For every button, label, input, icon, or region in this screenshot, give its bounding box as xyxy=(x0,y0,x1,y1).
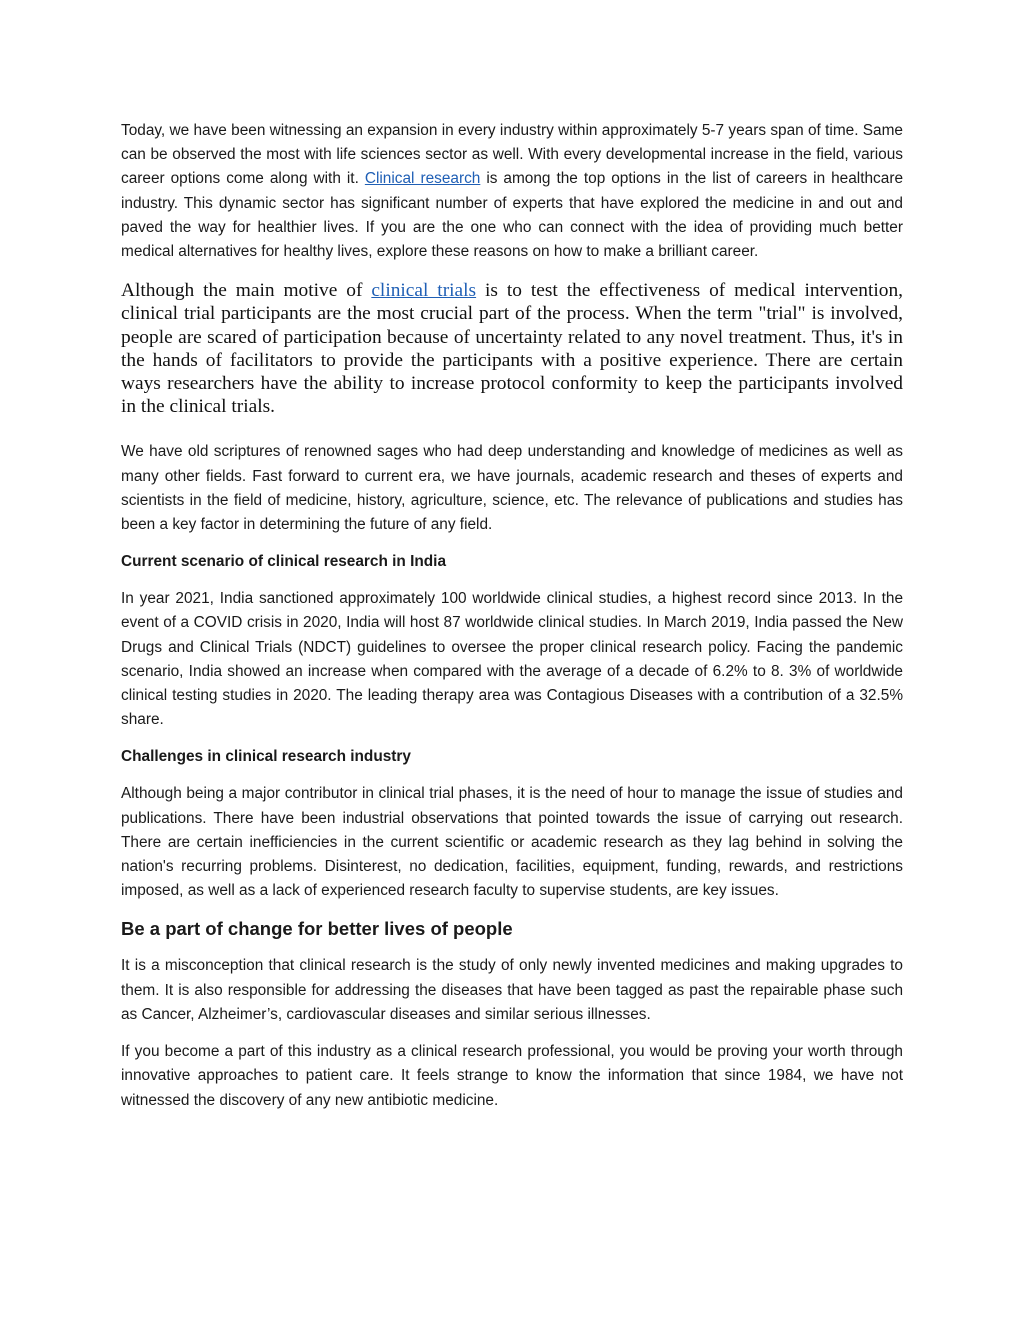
change-heading: Be a part of change for better lives of people xyxy=(121,918,513,940)
intro-text-after-link: is among the top options in the list of careers in healthcare industry. This dynamic sector has significant number of experts that have explored the medicine in and out and paved the way for healthier lives. If you are the one who can connect with the idea of providing much better medical alternatives for healthy lives, explore these reasons on how to make a brilliant career. xyxy=(121,170,903,261)
clinical-research-link[interactable]: Clinical research xyxy=(364,170,481,188)
india-scenario-paragraph: In year 2021, India sanctioned approximately 100 worldwide clinical studies, a highest record since 2013. In the event of a COVID crisis in 2020, India will host 87 worldwide clinical studies. In March 2019, India passed the New Drugs and Clinical Trials (NDCT) guidelines to oversee the proper clinical research policy. Facing the pandemic scenario, India showed an increase when compared with the average of a decade of 6.2% to 8. 3% of worldwide clinical testing studies in 2020. The leading therapy area was Contagious Diseases with a contribution of a 32.5% share. xyxy=(121,590,903,729)
challenges-heading: Challenges in clinical research industry xyxy=(121,748,411,766)
intro-paragraph xyxy=(121,119,903,264)
intro-text-before-link: Today, we have been witnessing an expansion in every industry within approximately 5-7 years span of time. Same can be observed the most with life sciences sector as well. With every developmental increase in the field, various career options come along with it. xyxy=(121,122,903,188)
professional-paragraph: If you become a part of this industry as a clinical research professional, you would be proving your worth through innovative approaches to patient care. It feels strange to know the information that since 1984, we have not witnessed the discovery of any new antibiotic medicine. xyxy=(121,1043,903,1109)
document-page xyxy=(121,119,903,1126)
trials-text-after-link: is to test the effectiveness of medical intervention, clinical trial participants are the most crucial part of the process. When the term "trial" is involved, people are scared of participation because of uncertainty related to any novel treatment. Thus, it's in the hands of facilitators to provide the participants with a positive experience. There are certain ways researchers have the ability to increase protocol conformity to keep the participants involved in the clinical trials. xyxy=(121,280,904,418)
scriptures-paragraph: We have old scriptures of renowned sages who had deep understanding and knowledge of medicines as well as many other fields. Fast forward to current era, we have journals, academic research and theses of experts and scientists in the field of medicine, history, agriculture, science, etc. The relevance of publications and studies has been a key factor in determining the future of any field. xyxy=(121,443,903,534)
clinical-trials-paragraph xyxy=(121,279,903,418)
challenges-paragraph: Although being a major contributor in clinical trial phases, it is the need of hour to manage the issue of studies and publications. There have been industrial observations that pointed towards the issue of carrying out research. There are certain inefficiencies in the current scientific or academic research as they lag behind in solving the nation's recurring problems. Disinterest, no dedication, facilities, equipment, funding, rewards, and restrictions imposed, as well as a lack of experienced research faculty to supervise students, are key issues. xyxy=(121,785,903,900)
trials-text-before-link: Although the main motive of xyxy=(121,280,372,302)
clinical-trials-link[interactable]: clinical trials xyxy=(371,280,477,302)
india-scenario-heading: Current scenario of clinical research in India xyxy=(121,553,447,571)
misconception-paragraph: It is a misconception that clinical research is the study of only newly invented medicines and making upgrades to them. It is also responsible for addressing the diseases that have been tagged as past the repairable phase such as Cancer, Alzheimer’s, cardiovascular diseases and similar serious illnesses. xyxy=(121,957,903,1023)
